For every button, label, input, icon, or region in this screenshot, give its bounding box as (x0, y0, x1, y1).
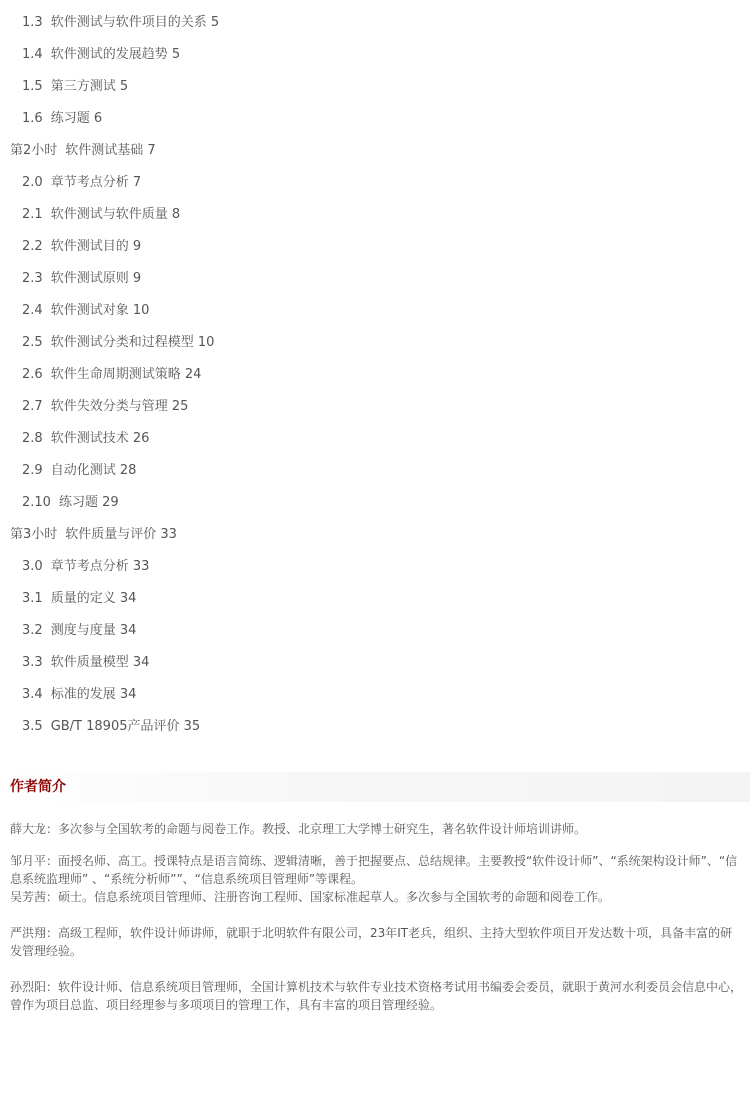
toc-number: 1.3 (22, 15, 43, 30)
toc-title: 软件测试对象 10 (50, 303, 150, 318)
toc-number: 2.7 (22, 399, 43, 414)
toc-chapter (0, 526, 750, 558)
toc-number: 2.0 (22, 175, 43, 190)
toc-number: 第3小时 (10, 527, 58, 542)
toc-title: 软件测试目的 9 (50, 239, 142, 254)
toc-title: GB/T 18905产品评价 35 (50, 719, 201, 734)
toc-number: 2.6 (22, 367, 43, 382)
toc-number: 2.8 (22, 431, 43, 446)
toc-section (0, 270, 750, 302)
toc-title: 软件测试技术 26 (50, 431, 150, 446)
toc-number: 2.3 (22, 271, 43, 286)
toc-number: 3.1 (22, 591, 43, 606)
toc-section (0, 110, 750, 142)
toc-number: 1.5 (22, 79, 43, 94)
toc-number: 2.2 (22, 239, 43, 254)
toc-title: 练习题 29 (58, 495, 119, 510)
toc-number: 3.5 (22, 719, 43, 734)
toc-number: 2.5 (22, 335, 43, 350)
author-bio-zou: 邹月平：面授名师、高工。授课特点是语言简练、逻辑清晰，善于把握要点、总结规律。主要教授“软件设计师”、“系统架构设计师”、“信息系统监理师” 、“系统分析师””、“信息系统项目管理师”等课程。 (10, 854, 738, 886)
author-bio-xue: 薛大龙：多次参与全国软考的命题与阅卷工作。教授、北京理工大学博士研究生，著名软件设计师培训讲师。 (10, 822, 587, 836)
authors-title: 作者简介 (10, 779, 66, 795)
toc-title: 软件生命周期测试策略 24 (50, 367, 202, 382)
toc-number: 3.0 (22, 559, 43, 574)
author-bio-sun: 孙烈阳：软件设计师、信息系统项目管理师，全国计算机技术与软件专业技术资格考试用书编委会委员，就职于黄河水利委员会信息中心，曾作为项目总监、项目经理参与多项项目的管理工作，具有丰富的项目管理经验。 (10, 980, 743, 1012)
toc-section (0, 430, 750, 462)
toc-section (0, 302, 750, 334)
toc-title: 软件测试基础 7 (65, 143, 156, 158)
toc-number: 2.9 (22, 463, 43, 478)
toc-title: 软件测试与软件项目的关系 5 (50, 15, 220, 30)
toc-number: 2.1 (22, 207, 43, 222)
toc-section (0, 686, 750, 718)
authors-section-header (0, 772, 750, 802)
toc-title: 软件测试分类和过程模型 10 (50, 335, 215, 350)
toc-title: 软件测试的发展趋势 5 (50, 47, 181, 62)
toc-section (0, 78, 750, 110)
toc-number: 1.4 (22, 47, 43, 62)
toc-number: 3.2 (22, 623, 43, 638)
toc-title: 质量的定义 34 (50, 591, 137, 606)
author-bio-yan: 严洪翔：高级工程师，软件设计师讲师，就职于北明软件有限公司，23年IT老兵，组织、主持大型软件项目开发达数十项，具备丰富的研发管理经验。 (10, 926, 733, 958)
table-of-contents (0, 14, 750, 750)
toc-title: 章节考点分析 7 (50, 175, 142, 190)
toc-section (0, 654, 750, 686)
toc-chapter (0, 142, 750, 174)
toc-number: 2.4 (22, 303, 43, 318)
toc-section (0, 366, 750, 398)
toc-title: 软件测试原则 9 (50, 271, 142, 286)
toc-section (0, 494, 750, 526)
toc-title: 章节考点分析 33 (50, 559, 150, 574)
toc-title: 软件质量与评价 33 (65, 527, 177, 542)
toc-title: 标准的发展 34 (50, 687, 137, 702)
toc-section (0, 398, 750, 430)
toc-title: 自动化测试 28 (50, 463, 137, 478)
toc-section (0, 558, 750, 590)
toc-number: 第2小时 (10, 143, 58, 158)
toc-section (0, 622, 750, 654)
toc-title: 软件失效分类与管理 25 (50, 399, 189, 414)
toc-section (0, 174, 750, 206)
toc-section (0, 238, 750, 270)
toc-title: 软件测试与软件质量 8 (50, 207, 181, 222)
toc-section (0, 718, 750, 750)
toc-number: 2.10 (22, 495, 51, 510)
toc-section (0, 462, 750, 494)
toc-number: 1.6 (22, 111, 43, 126)
toc-section (0, 206, 750, 238)
toc-title: 测度与度量 34 (50, 623, 137, 638)
toc-title: 第三方测试 5 (50, 79, 129, 94)
toc-title: 软件质量模型 34 (50, 655, 150, 670)
toc-title: 练习题 6 (50, 111, 103, 126)
toc-section (0, 14, 750, 46)
toc-section (0, 46, 750, 78)
toc-section (0, 590, 750, 622)
toc-number: 3.3 (22, 655, 43, 670)
author-bio-wu: 吴芳茜：硕士。信息系统项目管理师、注册咨询工程师、国家标准起草人。多次参与全国软考的命题和阅卷工作。 (10, 890, 611, 904)
toc-section (0, 334, 750, 366)
toc-number: 3.4 (22, 687, 43, 702)
